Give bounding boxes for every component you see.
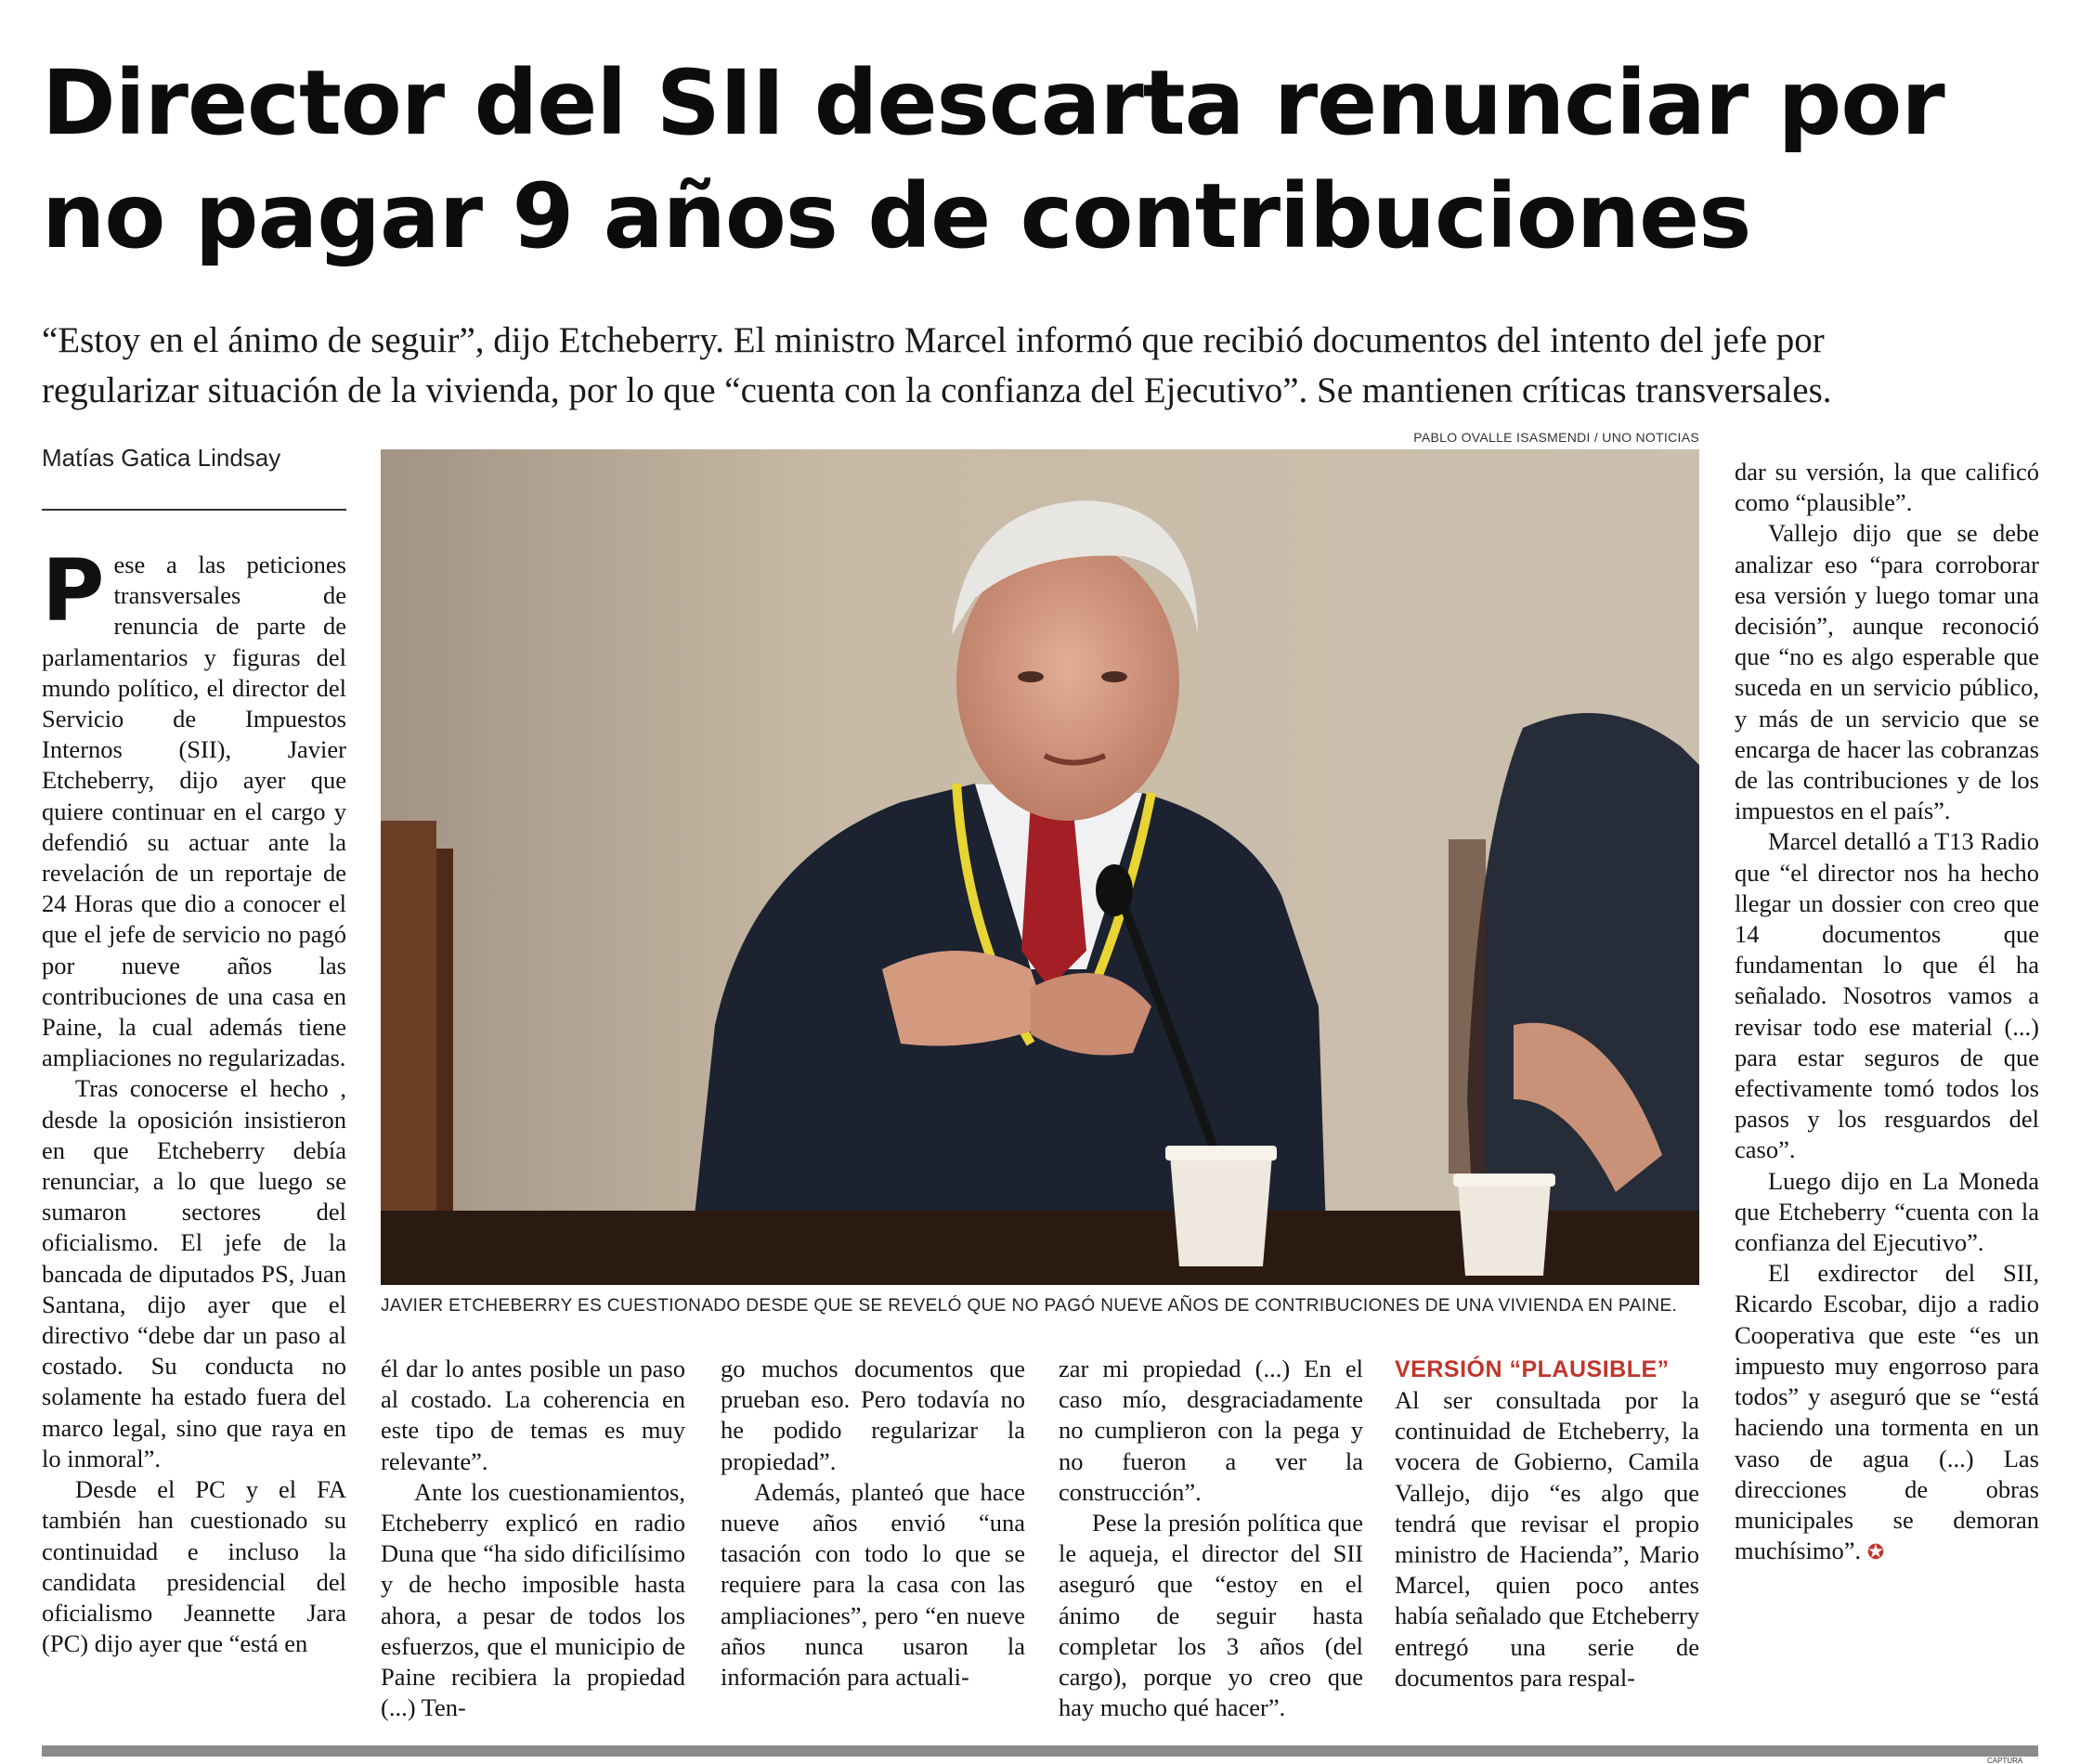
paragraph: Ante los cuestionamientos, Etcheberry explicó en radio Duna que “ha sido dificilísimo y de hecho imposible hasta ahora, a pesar de todos los esfuerzos, que el municipio de Paine recibiera la propiedad (...) Ten- [381, 1477, 685, 1722]
body-column-2 [381, 1354, 685, 1723]
paragraph: Vallejo dijo que se debe analizar eso “para corroborar esa versión y luego tomar una decisión”, aunque reconoció que “no es algo esperable que suceda en un servicio público, y más de un servicio que se encarga de hacer las cobranzas de las contribuciones y de los impuestos en el país”. [1735, 519, 2039, 825]
paragraph: Pese a las peticiones transversales de renuncia de parte de parlamentarios y figuras del mundo político, el director del Servicio de Impuestos Internos (SII), Javier Etcheberry, dijo ayer que quiere continuar en el cargo y defendió su actuar ante la revelación de un reportaje de 24 Horas que dio a conocer el que el jefe de servicio no pagó por nueve años las contribuciones de una casa en Paine, la cual además tiene ampliaciones no regularizadas. [42, 541, 346, 1072]
body-column-5 [1395, 1354, 1699, 1693]
paragraph: él dar lo antes posible un paso al costado. La coherencia en este tipo de temas es muy relevante”. [381, 1355, 685, 1475]
footer-bar [42, 1745, 2038, 1757]
headline-line-2: no pagar 9 años de contribuciones [42, 164, 1751, 268]
byline-divider [42, 509, 346, 511]
paragraph: go muchos documentos que prueban eso. Pero todavía no he podido regularizar la propiedad”. [721, 1355, 1025, 1475]
paragraph: Al ser consultada por la continuidad de Etcheberry, la vocera de Gobierno, Camila Vallejo, dijo “es algo que tendrá que revisar el propio ministro de Hacienda”, Mario Marcel, quien poco antes había señalado que Etcheberry entregó una serie de documentos para respal- [1395, 1386, 1699, 1692]
body-column-1 [42, 541, 346, 1659]
byline: Matías Gatica Lindsay [42, 444, 281, 472]
paragraph: Tras conocerse el hecho , desde la oposición insistieron en que Etcheberry debía renunciar, a lo que luego se sumaron sectores del oficialismo. El jefe de la bancada de diputados PS, Juan Santana, dijo ayer que el directivo “debe dar un paso al costado. Su conducta no solamente ha estado fuera del marco legal, sino que raya en lo inmoral”. [42, 1074, 346, 1472]
paragraph: Además, planteó que hace nueve años envió “una tasación con todo lo que se requiere para la casa con las ampliaciones”, pero “en nueve años nunca usaron la información para actuali- [721, 1477, 1025, 1692]
body-column-3 [721, 1354, 1025, 1693]
body-column-6 [1735, 457, 2039, 1567]
photo-credit: PABLO OVALLE ISASMENDI / UNO NOTICIAS [1413, 430, 1699, 445]
paragraph: zar mi propiedad (...) En el caso mío, desgraciadamente no cumplieron con la pega y no fueron a ver la construcción”. [1059, 1355, 1363, 1506]
deck-subtitle [42, 316, 2052, 416]
paragraph: Desde el PC y el FA también han cuestionado su continuidad e incluso la candidata presidencial del oficialismo Jeannette Jara (PC) dijo ayer que “está en [42, 1475, 346, 1658]
deck-line-2: regularizar situación de la vivienda, por lo que “cuenta con la confianza del Ejecutivo”. Se mantienen críticas transversales. [42, 370, 1832, 410]
headline [42, 46, 2057, 273]
paragraph: El exdirector del SII, Ricardo Escobar, dijo a radio Cooperativa que este “es un impuesto muy engorroso para todos” y aseguró que se “está haciendo una tormenta en un vaso de agua (...) Las direcciones de obras municipales se demoran muchísimo”. ✪ [1735, 1259, 2039, 1565]
deck-line-1: “Estoy en el ánimo de seguir”, dijo Etcheberry. El ministro Marcel informó que recibió documentos del intento del jefe por [42, 320, 1825, 360]
photo-caption: JAVIER ETCHEBERRY ES CUESTIONADO DESDE QUE SE REVELÓ QUE NO PAGÓ NUEVE AÑOS DE CONTRIBUCIONES DE UNA VIVIENDA EN PAINE. [381, 1296, 1678, 1316]
drop-cap: P [42, 541, 105, 641]
headline-line-1: Director del SII descarta renunciar por [42, 51, 1944, 155]
paragraph: Pese la presión política que le aqueja, el director del SII aseguró que “estoy en el ánimo de seguir hasta completar los 3 años (del cargo), porque yo creo que hay mucho qué hacer”. [1059, 1509, 1363, 1722]
end-mark-icon: ✪ [1866, 1540, 1885, 1564]
body-column-4 [1059, 1354, 1363, 1723]
paragraph: Marcel detalló a T13 Radio que “el director nos ha hecho llegar un dossier con creo que 14 documentos que fundamentan lo que él ha señalado. Nosotros vamos a revisar todo ese material (...) para estar seguros de que efectivamente tomó todos los pasos y los resguardos del caso”. [1735, 827, 2039, 1164]
paragraph: Luego dijo en La Moneda que Etcheberry “cuenta con la confianza del Ejecutivo”. [1735, 1166, 2039, 1257]
footer-label: CAPTURA [1987, 1757, 2023, 1764]
section-subhead: VERSIÓN “PLAUSIBLE” [1395, 1356, 1670, 1382]
photo-illustration [381, 449, 1699, 1285]
person-at-microphone-photo [381, 449, 1699, 1285]
paragraph: dar su versión, la que calificó como “plausible”. [1735, 458, 2039, 517]
